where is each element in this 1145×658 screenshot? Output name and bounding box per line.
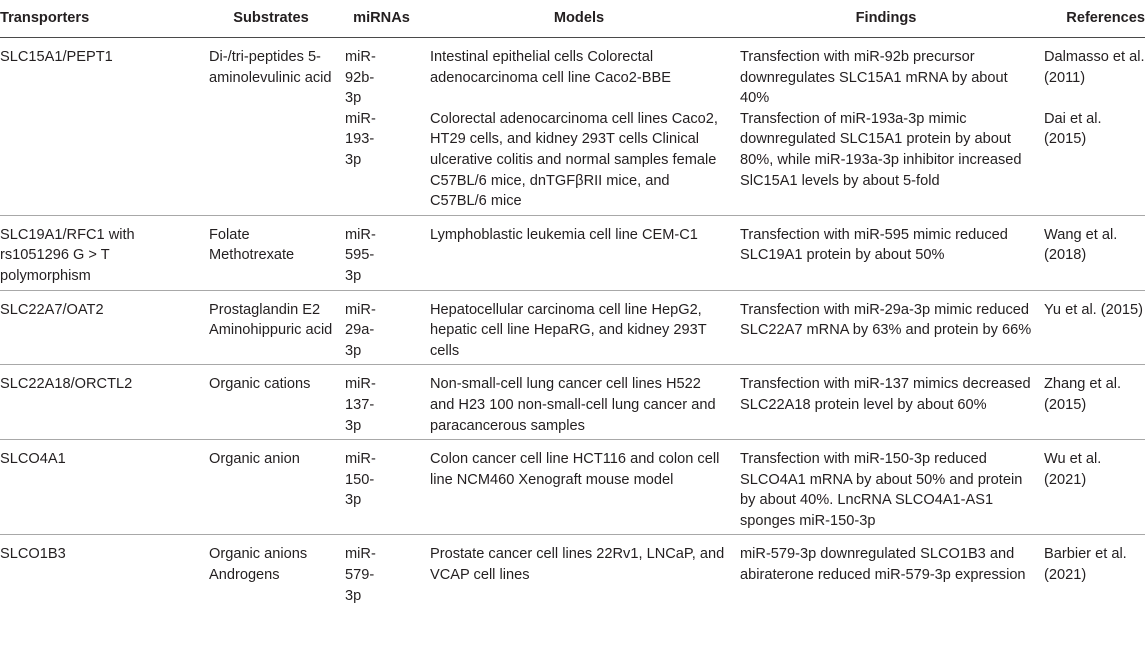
mirna-text: miR-595-3p	[345, 226, 376, 284]
cell-models: Prostate cancer cell lines 22Rv1, LNCaP, and VCAP cell lines	[430, 546, 725, 584]
cell-models: Intestinal epithelial cells Colorectal adenocarcinoma cell line Caco2-BBE	[430, 49, 671, 86]
cell-models: Colorectal adenocarcinoma cell lines Caco2, HT29 cells, and kidney 293T cells Clinical ulcerative colitis and normal samples female C57BL/6 mice, dnTGFβRII mice, and C57BL/6 mice	[424, 109, 734, 215]
cell-substrates: Folate Methotrexate	[203, 215, 339, 290]
table-row	[0, 440, 1145, 535]
cell-transporter	[0, 109, 203, 215]
cell-findings: Transfection with miR-92b precursor downregulates SLC15A1 mRNA by about 40%	[740, 49, 1008, 107]
header-row	[0, 0, 1145, 38]
table-row	[0, 215, 1145, 290]
cell-reference: Yu et al. (2015)	[1038, 290, 1145, 365]
cell-mirna	[339, 215, 424, 290]
cell-findings: Transfection with miR-29a-3p mimic reduced SLC22A7 mRNA by 63% and protein by 66%	[734, 290, 1038, 365]
header-substrates: Substrates	[203, 0, 339, 38]
cell-reference: Wang et al. (2018)	[1038, 215, 1145, 290]
cell-models: Non-small-cell lung cancer cell lines H522 and H23 100 non-small-cell lung cancer and paracancerous samples	[424, 365, 734, 440]
table-row	[0, 290, 1145, 365]
cell-reference: Barbier et al. (2021)	[1044, 546, 1127, 584]
cell-mirna	[339, 38, 424, 109]
mirna-text: miR-92b-3p	[345, 49, 376, 107]
cell-findings: Transfection with miR-137 mimics decreased SLC22A18 protein level by about 60%	[734, 365, 1038, 440]
cell-mirna	[339, 365, 424, 440]
cell-mirna	[339, 535, 424, 606]
cell-reference: Wu et al. (2021)	[1038, 440, 1145, 535]
cell-substrates: Di-/tri-peptides 5-aminolevulinic acid	[209, 49, 332, 86]
header-findings: Findings	[734, 0, 1038, 38]
cell-findings: miR-579-3p downregulated SLCO1B3 and abiraterone reduced miR-579-3p expression	[740, 546, 1026, 584]
cell-substrates: Prostaglandin E2 Aminohippuric acid	[203, 290, 339, 365]
cell-models: Hepatocellular carcinoma cell line HepG2, hepatic cell line HepaRG, and kidney 293T cells	[424, 290, 734, 365]
cell-models: Lymphoblastic leukemia cell line CEM-C1	[424, 215, 734, 290]
header-models: Models	[424, 0, 734, 38]
header-references: References	[1038, 0, 1145, 38]
cell-reference: Dalmasso et al. (2011)	[1044, 49, 1145, 86]
table-row	[0, 365, 1145, 440]
cell-findings: Transfection with miR-595 mimic reduced SLC19A1 protein by about 50%	[734, 215, 1038, 290]
table-row	[0, 535, 1145, 606]
cell-transporter: SLC22A7/OAT2	[0, 290, 203, 365]
cell-substrates: Organic cations	[203, 365, 339, 440]
cell-transporter: SLC22A18/ORCTL2	[0, 365, 203, 440]
cell-reference: Zhang et al. (2015)	[1038, 365, 1145, 440]
mirna-text: miR-150-3p	[345, 451, 376, 509]
cell-findings: Transfection of miR-193a-3p mimic downregulated SLC15A1 protein by about 80%, while miR-193a-3p inhibitor increased SlC15A1 levels by about 5-fold	[734, 109, 1038, 215]
cell-substrates: Organic anion	[203, 440, 339, 535]
cell-substrates: Organic anions Androgens	[209, 546, 308, 584]
mirna-text: miR-29a-3p	[345, 301, 376, 359]
cell-transporter: SLC19A1/RFC1 with rs1051296 G > T polymorphism	[0, 215, 203, 290]
header-mirnas: miRNAs	[339, 0, 424, 38]
table-row	[0, 38, 1145, 109]
cell-reference: Dai et al. (2015)	[1038, 109, 1145, 215]
cell-transporter: SLCO1B3	[0, 546, 66, 563]
cell-mirna	[339, 290, 424, 365]
mirna-text: miR-579-3p	[345, 546, 376, 604]
cell-findings: Transfection with miR-150-3p reduced SLCO4A1 mRNA by about 50% and protein by about 40%. LncRNA SLCO4A1-AS1 sponges miR-150-3p	[734, 440, 1038, 535]
mirna-text: miR-193-3p	[345, 110, 376, 168]
cell-transporter: SLC15A1/PEPT1	[0, 49, 113, 65]
cell-models: Colon cancer cell line HCT116 and colon cell line NCM460 Xenograft mouse model	[424, 440, 734, 535]
mirna-text: miR-137-3p	[345, 376, 376, 434]
cell-mirna	[339, 440, 424, 535]
cell-transporter: SLCO4A1	[0, 440, 203, 535]
cell-substrates	[203, 109, 339, 215]
header-transporters: Transporters	[0, 0, 203, 38]
table-row	[0, 109, 1145, 215]
cell-mirna	[339, 109, 424, 215]
